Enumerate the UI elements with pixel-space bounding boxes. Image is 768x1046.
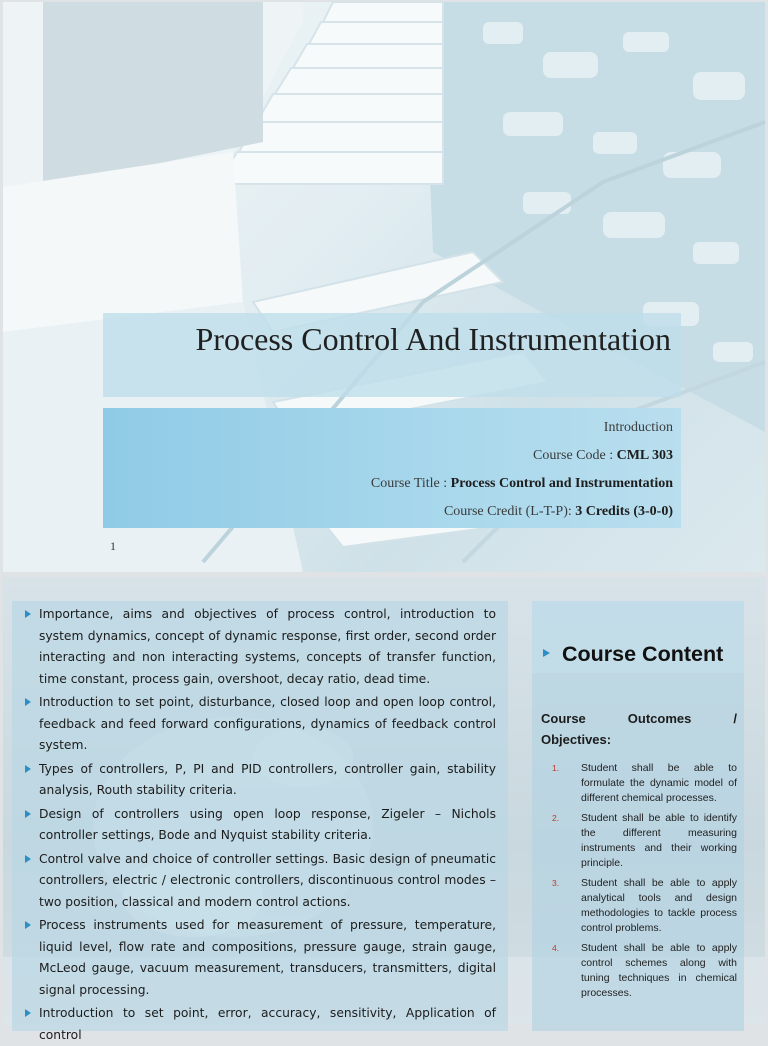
intro-text: Introduction: [603, 420, 673, 435]
list-item: 2. Student shall be able to identify the different measuring instruments and their working principle.: [552, 812, 737, 869]
bullet-triangle-icon: [25, 1009, 31, 1017]
bullet-triangle-icon: [543, 649, 550, 657]
bullet-triangle-icon: [25, 765, 31, 773]
course-code-value: CML 303: [616, 448, 673, 463]
course-info-box: [103, 408, 681, 528]
course-title-label: Course Title :: [370, 476, 451, 491]
list-item: Importance, aims and objectives of process control, introduction to system dynamics, concept of dynamic response, first order, second order interacting and non interacting systems, concepts of transfer function, time constant, process gain, overshoot, decay ratio, dead time.: [12, 604, 508, 690]
course-credit-line: [444, 504, 673, 520]
course-topics-panel: [12, 601, 508, 1042]
topic-list: [12, 604, 508, 1046]
bullet-triangle-icon: [25, 855, 31, 863]
objectives-list: [541, 761, 737, 1006]
course-credit-value: 3 Credits (3-0-0): [575, 504, 673, 519]
title-box: [103, 313, 681, 397]
slide-title: Process Control And Instrumentation: [195, 321, 671, 357]
content-slide: [3, 577, 765, 1042]
course-title-line: [371, 476, 673, 492]
list-item: Control valve and choice of controller settings. Basic design of pneumatic controllers, electric / electronic controllers, discontinuous control modes – two position, classical and modern control actions.: [12, 849, 508, 914]
list-item: 3. Student shall be able to apply analytical tools and design methodologies to tackle process control problems.: [552, 877, 737, 934]
course-code-label: Course Code :: [533, 448, 617, 463]
bullet-triangle-icon: [25, 921, 31, 929]
title-slide: [3, 2, 765, 572]
bullet-triangle-icon: [25, 610, 31, 618]
list-item: 4. Student shall be able to apply control schemes along with tuning techniques in chemical processes.: [552, 942, 737, 999]
course-title-value: Process Control and Instrumentation: [450, 476, 673, 491]
bullet-triangle-icon: [25, 810, 31, 818]
course-content-header: [532, 601, 744, 673]
list-item: Types of controllers, P, PI and PID controllers, controller gain, stability analysis, Routh stability criteria.: [12, 759, 508, 802]
objectives-heading: Course Outcomes / Objectives:: [541, 711, 737, 747]
course-code-line: [533, 448, 673, 464]
list-item: Process instruments used for measurement of pressure, temperature, liquid level, flow rate and compositions, pressure gauge, strain gauge, McLeod gauge, vacuum measurement, transducers, transmitters, digital signal processing.: [12, 915, 508, 1001]
course-content-title: Course Content: [562, 642, 724, 666]
course-credit-label: Course Credit (L-T-P):: [443, 504, 576, 519]
list-item: 1. Student shall be able to formulate the dynamic model of different chemical processes.: [552, 762, 737, 804]
bullet-triangle-icon: [25, 698, 31, 706]
list-item: Introduction to set point, error, accuracy, sensitivity, Application of control: [12, 1003, 508, 1046]
course-outcomes-panel: [532, 601, 744, 1031]
slide-number: 1: [110, 539, 116, 553]
list-item: Design of controllers using open loop response, Zigeler – Nichols controller settings, Bode and Nyquist stability criteria.: [12, 804, 508, 847]
list-item: Introduction to set point, disturbance, closed loop and open loop control, feedback and feed forward configurations, dynamics of feedback control system.: [12, 692, 508, 757]
intro-line: [604, 420, 673, 436]
